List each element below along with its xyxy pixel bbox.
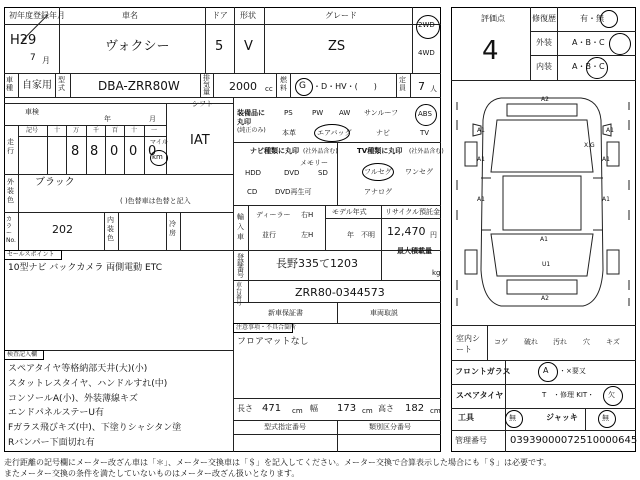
score-label: 評価点 — [481, 14, 505, 23]
repair-label: 修復歴 — [532, 14, 556, 23]
length-unit: cm — [292, 407, 303, 415]
mileage-digit: 0 — [129, 144, 138, 159]
inspection-line: コンソールA(小)、外装薄線キズ — [8, 394, 138, 404]
digit-header-0: 記号 — [26, 127, 39, 134]
kg-unit: kg — [432, 269, 441, 277]
sales-label: セールスポイント — [7, 251, 55, 258]
interior-label: 内装色 — [107, 216, 114, 242]
insp-month-unit: 月 — [149, 115, 156, 123]
manual-label: 車両取説 — [370, 309, 398, 317]
import-parallel: 並行 — [262, 231, 276, 239]
diag-a2-top: A2 — [541, 96, 549, 103]
chassis-label: 車台番号 — [236, 282, 243, 307]
equip-label: 装備品に — [237, 109, 265, 117]
diag-a1-left-top: A1 — [477, 127, 485, 134]
glass-a: A — [543, 366, 549, 375]
type-desig-label: 型式指定番号 — [264, 423, 306, 431]
recycle-unit: 円 — [430, 231, 437, 239]
disp-label: 排気量 — [203, 74, 210, 96]
code-value: 202 — [52, 223, 73, 236]
spare-repair: ・修理 KIT・ — [553, 391, 595, 399]
reg-label: 登録番号 — [237, 253, 244, 279]
sales-text: 10型ナビ バックカメラ 両側電動 ETC — [8, 263, 162, 273]
length-value: 471 — [262, 403, 282, 414]
color-note: ( )色替車は色替と記入 — [120, 197, 191, 205]
tools-none: 無 — [509, 414, 516, 422]
seat-label: 室内シート — [456, 334, 480, 354]
shape-label: 形状 — [240, 11, 256, 20]
diag-a1-left-low: A1 — [477, 196, 485, 203]
equip-ps: PS — [284, 109, 293, 117]
fourwd-label: 4WD — [418, 49, 435, 57]
equip-navi: ナビ — [376, 129, 390, 137]
color-label: 外装色 — [7, 178, 14, 204]
type-value: DBA-ZRR80W — [98, 79, 180, 93]
cap-value: 7 — [418, 80, 425, 93]
spare-t: T — [542, 391, 547, 399]
fuel-g: G — [299, 81, 306, 91]
inspection-label: 検査記入欄 — [7, 351, 38, 358]
glass-label: フロントガラス — [455, 367, 511, 376]
navi-cd: CD — [247, 188, 258, 196]
height-value: 182 — [405, 403, 425, 414]
mileage-digit: 8 — [71, 144, 80, 159]
color-value: ブラック — [35, 177, 75, 188]
disp-value: 2000 — [229, 80, 257, 93]
diag-a2-bottom: A2 — [541, 295, 549, 302]
car-name: ヴォクシー — [105, 39, 170, 54]
equip-airbag: エアバッグ — [317, 129, 352, 137]
spare-label: スペアタイヤ — [456, 391, 504, 400]
diag-u1: U1 — [542, 261, 551, 268]
width-label: 幅 — [310, 404, 318, 413]
reg-year-label: 初年度登録年月 — [9, 11, 65, 20]
length-label: 長さ — [237, 404, 253, 413]
navi-sub: (社外品含む) — [303, 148, 338, 155]
reg-month-unit: 月 — [42, 56, 50, 65]
ext-label: 外装 — [536, 38, 552, 47]
navi-dvd-play: DVD再生可 — [275, 188, 312, 196]
navi-header: ナビ種類に丸印 — [250, 147, 299, 155]
type-label: 型式 — [58, 76, 65, 92]
mileage-digit: 0 — [110, 144, 119, 159]
glass-x: ・×要又 — [559, 367, 586, 375]
seat-tear: 破れ — [524, 338, 538, 346]
int-options: A・B・C — [572, 62, 605, 71]
equip-label-2: 丸印 — [237, 118, 251, 126]
equip-pw: PW — [312, 109, 324, 117]
mile-unit: マイル — [150, 139, 168, 146]
repair-none-circle — [600, 10, 618, 28]
inspection-line: Fガラス飛びキズ(中)、下塗りシャシタン塗 — [8, 423, 182, 433]
tools-label: 工具 — [458, 413, 474, 422]
kei-label: 車種 — [6, 76, 13, 92]
navi-sd: SD — [318, 169, 328, 177]
spare-missing: 欠 — [608, 391, 615, 399]
digit-header-4: 百 — [112, 127, 119, 134]
shift-value: IAT — [190, 133, 210, 148]
seat-hole: 穴 — [583, 338, 590, 346]
ac-label: 冷房 — [169, 220, 176, 237]
digit-header-3: 千 — [93, 127, 100, 134]
equip-tv: TV — [420, 129, 430, 137]
door-label: ドア — [212, 11, 228, 20]
door-value: 5 — [215, 39, 224, 54]
int-label: 内装 — [536, 62, 552, 71]
recycle-label: リサイクル預託金 — [385, 208, 441, 216]
digit-header-1: 十 — [54, 127, 61, 134]
import-dealer: ディーラー — [256, 211, 291, 219]
inspection-line: Rバンパー下面切れ有 — [8, 438, 95, 448]
tv-oneseg: ワンセグ — [405, 168, 433, 176]
import-left: 左H — [301, 231, 314, 239]
grade-value: ZS — [328, 39, 346, 54]
int-b-circle — [586, 57, 608, 79]
max-load-label: 最大積載量 — [397, 247, 432, 255]
reg-month: 7 — [30, 53, 36, 63]
fuel-options: ・D・HV・( ) — [313, 82, 377, 91]
seat-dirt: 汚れ — [553, 338, 567, 346]
diag-a1-right-top: A1 — [606, 127, 614, 134]
cc-unit: cc — [265, 85, 273, 93]
jack-none: 無 — [602, 414, 609, 422]
mileage-digit: 0 — [148, 144, 157, 159]
cap-label: 定員 — [399, 76, 406, 92]
shift-label: シフト — [192, 100, 213, 108]
tv-sub: (社外品含む) — [409, 148, 444, 155]
seat-koge: コゲ — [494, 338, 508, 346]
fuel-label: 燃料 — [280, 76, 287, 92]
mileage-label: 走行 — [7, 138, 14, 155]
inspection-line: スペアタイヤ等格納部天井(大)(小) — [8, 364, 148, 374]
recycle-value: 12,470 — [387, 225, 426, 238]
chassis-value: ZRR80-0344573 — [295, 286, 385, 299]
name-label: 車名 — [122, 11, 138, 20]
diag-xg: X.G — [584, 142, 595, 149]
attention-text: フロアマットなし — [237, 337, 309, 347]
code-label: カラーNo. — [6, 216, 16, 244]
attention-label: 注意事項・不具合箇所 — [236, 324, 297, 331]
diag-a1-left-mid: A1 — [477, 156, 485, 163]
seat-scratch: キズ — [606, 338, 620, 346]
reg-era: H29 — [10, 33, 37, 48]
navi-memory: メモリー — [300, 159, 328, 167]
tv-header: TV種類に丸印 — [357, 147, 403, 155]
height-label: 高さ — [378, 404, 394, 413]
ext-options: A・B・C — [572, 38, 605, 47]
class-label: 類別区分番号 — [369, 423, 411, 431]
twowd-label: 2WD — [418, 21, 435, 29]
insp-year-unit: 年 — [104, 115, 111, 123]
inspection-line: エンドパネルステーU有 — [8, 408, 104, 418]
shape-value: V — [244, 39, 253, 54]
repair-options: 有・無 — [580, 14, 604, 23]
mgmt-label: 管理番号 — [455, 436, 487, 445]
diag-a1-center: A1 — [540, 236, 548, 243]
width-unit: cm — [362, 407, 373, 415]
insp-label: 車検 — [25, 108, 39, 116]
equip-aw: AW — [339, 109, 351, 117]
diag-a1-right-low: A1 — [602, 196, 610, 203]
score-value: 4 — [482, 36, 499, 66]
equip-leather: 本革 — [282, 129, 296, 137]
equip-sunroof: サンルーフ — [364, 109, 399, 117]
reg-value: 長野335て1203 — [276, 257, 358, 270]
mgmt-value: 03939000072510000645 — [510, 435, 638, 446]
digit-header-6: 一 — [151, 127, 158, 134]
digit-header-5: 十 — [131, 127, 138, 134]
cap-unit: 人 — [430, 85, 437, 93]
digit-header-2: 万 — [73, 127, 80, 134]
footer-note-2: またメーター交換の条件を満たしていないものはメーター改ざん扱いとなります。 — [4, 469, 300, 478]
diag-a1-right-mid: A1 — [602, 156, 610, 163]
navi-dvd: DVD — [284, 169, 300, 177]
footer-note-1: 走行距離の記号欄にメーター改ざん車は「＊」、メーター交換車は「＄」を記入してください。メーター交換で合算表示した場合にも「＄」は必要です。 — [4, 458, 552, 467]
ext-c-circle — [609, 33, 631, 55]
grade-label: グレード — [325, 11, 357, 20]
width-value: 173 — [337, 403, 357, 414]
import-right: 右H — [301, 211, 314, 219]
inspection-line: スタットレスタイヤ、ハンドルすれ(中) — [8, 379, 168, 389]
model-year-label: モデル年式 — [332, 208, 367, 216]
tv-fullseg: フルセグ — [364, 168, 392, 176]
new-warranty: 新車保証書 — [268, 309, 303, 317]
height-unit: cm — [430, 407, 441, 415]
km-unit: km — [152, 153, 163, 161]
model-year-value: 年 不明 — [347, 231, 375, 239]
navi-hdd: HDD — [245, 169, 262, 177]
tv-analog: アナログ — [364, 188, 392, 196]
mileage-digit: 8 — [90, 144, 99, 159]
equip-abs: ABS — [418, 110, 432, 118]
jack-label: ジャッキ — [546, 413, 578, 422]
kei-value: 自家用 — [22, 80, 52, 91]
import-label: 輸入車 — [237, 213, 244, 241]
equip-label-3: (純正のみ) — [237, 127, 266, 134]
